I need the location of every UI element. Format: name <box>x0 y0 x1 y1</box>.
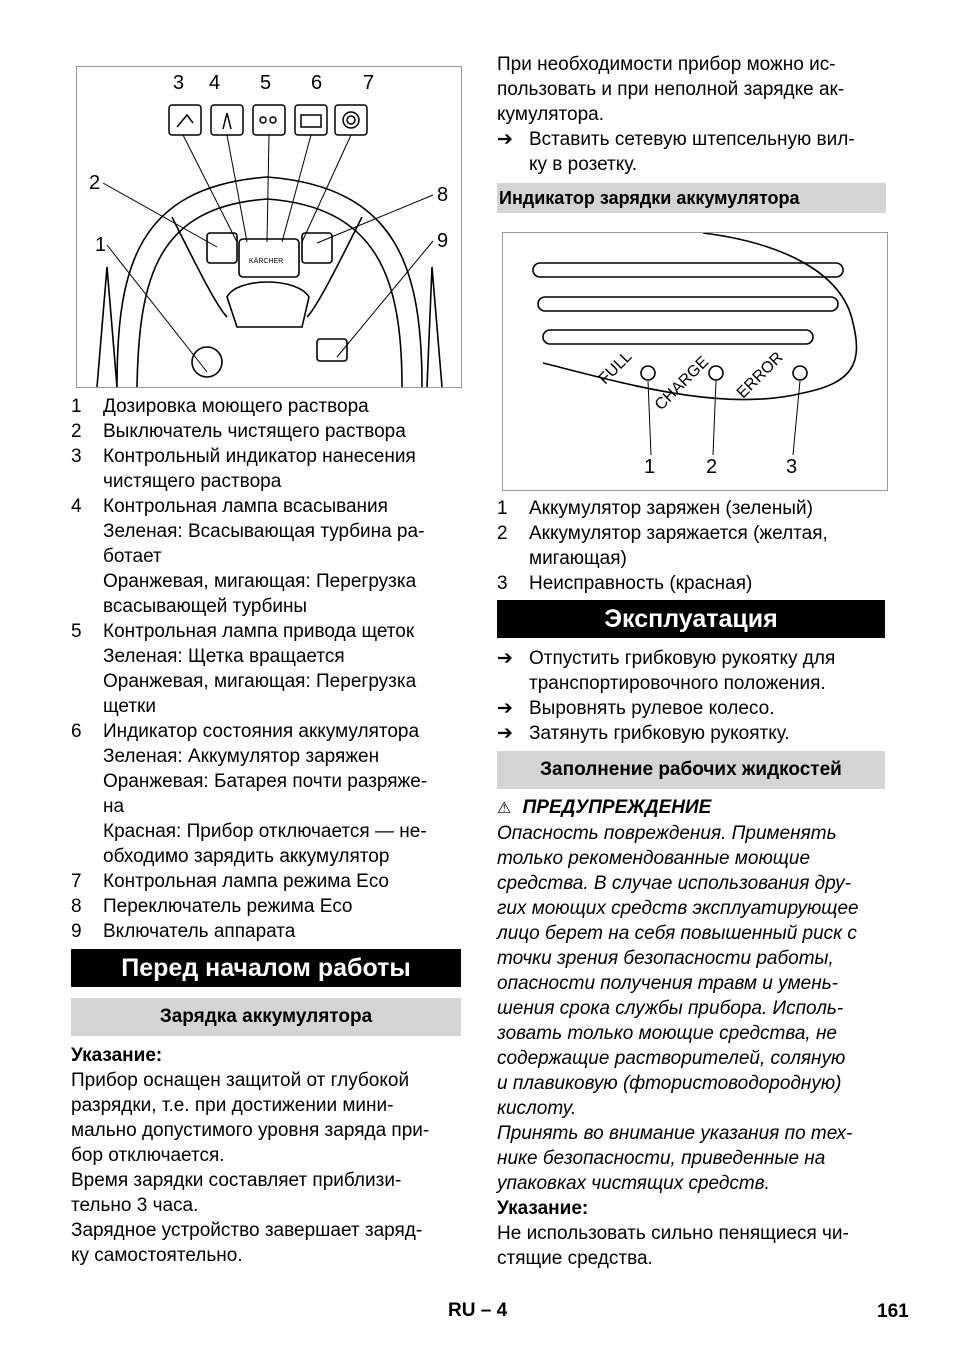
callout-7: 7 <box>363 72 375 94</box>
legend-line: Зеленая: Всасывающая турбина ра- <box>103 521 425 542</box>
legend-number: 4 <box>71 496 82 517</box>
subheading-filling-fluids: Заполнение рабочих жидкостей <box>497 751 885 789</box>
legend-item <box>71 719 461 869</box>
legend-item <box>71 494 461 619</box>
callout-9: 9 <box>437 230 449 252</box>
step-plug-in <box>497 127 919 177</box>
warning-line: и плавиковую (фтористоводородную) <box>497 1073 842 1094</box>
warning-line: Принять во внимание указания по тех- <box>497 1123 853 1144</box>
operation-step <box>497 696 887 721</box>
legend-line: Аккумулятор заряжен (зеленый) <box>529 498 813 519</box>
step-line: Затянуть грибковую рукоятку. <box>529 723 790 744</box>
legend-line: Включатель аппарата <box>103 921 296 942</box>
callout-4: 4 <box>209 72 221 94</box>
charge-indicator-drawing <box>503 233 887 490</box>
arrow-right-icon: ➔ <box>497 129 513 150</box>
legend-line: Зеленая: Аккумулятор заряжен <box>103 746 380 767</box>
legend-line: Контрольная лампа режима Eco <box>103 871 389 892</box>
note-label: Указание: <box>71 1045 163 1066</box>
note-line: Время зарядки составляет приблизи- <box>71 1170 402 1191</box>
warning-line: нике безопасности, приведенные на <box>497 1148 826 1169</box>
note-line: тельно 3 часа. <box>71 1195 199 1216</box>
legend-line: Неисправность (красная) <box>529 573 753 594</box>
callout-3: 3 <box>786 456 798 478</box>
legend-number: 8 <box>71 896 82 917</box>
operation-step <box>497 721 887 746</box>
note-line: стящие средства. <box>497 1248 653 1269</box>
legend-item <box>497 521 887 571</box>
operation-step <box>497 646 887 696</box>
legend-item <box>71 919 461 944</box>
legend-number: 3 <box>497 573 508 594</box>
subheading-battery-charging: Зарядка аккумулятора <box>71 998 461 1036</box>
warning-line: содержащие растворителей, соляную <box>497 1048 846 1069</box>
control-panel-drawing <box>77 67 461 387</box>
legend-number: 3 <box>71 446 82 467</box>
legend-item <box>71 394 461 419</box>
legend-item <box>71 419 461 444</box>
legend-item <box>71 619 461 719</box>
legend-line: Дозировка моющего раствора <box>103 396 369 417</box>
legend-line: Переключатель режима Eco <box>103 896 353 917</box>
section-heading-before-start: Перед началом работы <box>71 949 461 987</box>
legend-line: Контрольная лампа всасывания <box>103 496 388 517</box>
arrow-right-icon: ➔ <box>497 723 513 744</box>
subheading-charge-indicator: Индикатор зарядки аккумулятора <box>497 183 886 213</box>
callout-6: 6 <box>311 72 323 94</box>
legend-line: Красная: Прибор отключается — не- <box>103 821 427 842</box>
warning-line: средства. В случае использования дру- <box>497 873 851 894</box>
legend-line: всасывающей турбины <box>103 596 308 617</box>
note-line: мально допустимого уровня заряда при- <box>71 1120 430 1141</box>
warning-icon: ⚠ <box>497 800 512 817</box>
legend-number: 6 <box>71 721 82 742</box>
arrow-right-icon: ➔ <box>497 648 513 669</box>
callout-2: 2 <box>706 456 718 478</box>
legend-line: обходимо зарядить аккумулятор <box>103 846 390 867</box>
label-charge: CHARGE <box>651 353 713 414</box>
callout-1: 1 <box>95 234 107 256</box>
warning-line: кислоту. <box>497 1098 577 1119</box>
legend-line: Зеленая: Щетка вращается <box>103 646 345 667</box>
note-label: Указание: <box>497 1198 589 1219</box>
callout-2: 2 <box>89 172 101 194</box>
legend-line: Выключатель чистящего раствора <box>103 421 406 442</box>
legend-item <box>71 869 461 894</box>
callout-1: 1 <box>644 456 656 478</box>
legend-line: Контрольная лампа привода щеток <box>103 621 415 642</box>
panel-brand-label: KÄRCHER <box>249 258 284 265</box>
step-line: ку в розетку. <box>529 154 638 175</box>
callout-5: 5 <box>260 72 272 94</box>
legend-line: щетки <box>103 696 156 717</box>
paragraph-line: При необходимости прибор можно ис- <box>497 54 836 75</box>
warning-line: точки зрения безопасности работы, <box>497 948 834 969</box>
legend-item <box>71 894 461 919</box>
section-heading-operation: Эксплуатация <box>497 600 885 638</box>
warning-line: зовать только моющие средства, не <box>497 1023 837 1044</box>
paragraph-line: кумулятора. <box>497 104 605 125</box>
legend-line: чистящего раствора <box>103 471 282 492</box>
legend-number: 5 <box>71 621 82 642</box>
figure-control-panel <box>76 66 462 388</box>
legend-line: Аккумулятор заряжается (желтая, <box>529 523 828 544</box>
legend-item <box>497 571 887 596</box>
legend-item <box>497 496 887 521</box>
note-line: Не использовать сильно пенящиеся чи- <box>497 1223 849 1244</box>
figure-charge-indicator <box>502 232 888 491</box>
step-line: Выровнять рулевое колесо. <box>529 698 775 719</box>
note-line: бор отключается. <box>71 1145 225 1166</box>
warning-line: шения срока службы прибора. Исполь- <box>497 998 844 1019</box>
charging-note <box>71 1043 461 1268</box>
label-full: FULL <box>595 348 636 388</box>
legend-line: Оранжевая: Батарея почти разряже- <box>103 771 428 792</box>
note-line: разрядки, т.е. при достижении мини- <box>71 1095 394 1116</box>
paragraph-line: пользовать и при неполной зарядке ак- <box>497 79 845 100</box>
note-line: Прибор оснащен защитой от глубокой <box>71 1070 410 1091</box>
legend-line: мигающая) <box>529 548 627 569</box>
step-line: транспортировочного положения. <box>529 673 826 694</box>
legend-line: Индикатор состояния аккумулятора <box>103 721 420 742</box>
callout-8: 8 <box>437 184 449 206</box>
legend-number: 2 <box>497 523 508 544</box>
warning-line: опасности получения травм и умень- <box>497 973 839 994</box>
footer-section-label: RU – 4 <box>448 1300 508 1321</box>
legend-line: на <box>103 796 125 817</box>
legend-line: Оранжевая, мигающая: Перегрузка <box>103 571 417 592</box>
callout-3: 3 <box>173 72 185 94</box>
legend-line: Контрольный индикатор нанесения <box>103 446 416 467</box>
legend-number: 9 <box>71 921 82 942</box>
warning-line: Опасность повреждения. Применять <box>497 823 837 844</box>
partial-charge-text <box>497 52 887 127</box>
warning-line: упаковках чистящих средств. <box>497 1173 770 1194</box>
legend-item <box>71 444 461 494</box>
legend-number: 1 <box>497 498 508 519</box>
warning-line: гих моющих средств эксплуатирующее <box>497 898 859 919</box>
note-line: Зарядное устройство завершает заряд- <box>71 1220 423 1241</box>
warning-line: только рекомендованные моющие <box>497 848 811 869</box>
legend-line: Оранжевая, мигающая: Перегрузка <box>103 671 417 692</box>
legend-number: 7 <box>71 871 82 892</box>
legend-number: 2 <box>71 421 82 442</box>
label-error: ERROR <box>733 348 787 402</box>
warning-title: ПРЕДУПРЕЖДЕНИЕ <box>522 797 712 818</box>
note-line: ку самостоятельно. <box>71 1245 243 1266</box>
warning-heading <box>497 795 887 821</box>
page-number: 161 <box>877 1301 909 1322</box>
warning-line: лицо берет на себя повышенный риск с <box>497 923 857 944</box>
legend-line: ботает <box>103 546 162 567</box>
legend-control-panel <box>71 394 461 944</box>
step-line: Вставить сетевую штепсельную вил- <box>529 129 855 150</box>
step-line: Отпустить грибковую рукоятку для <box>529 648 836 669</box>
warning-block <box>497 795 887 1271</box>
legend-number: 1 <box>71 396 82 417</box>
legend-charge-indicator <box>497 496 887 596</box>
operation-steps <box>497 646 887 746</box>
arrow-right-icon: ➔ <box>497 698 513 719</box>
